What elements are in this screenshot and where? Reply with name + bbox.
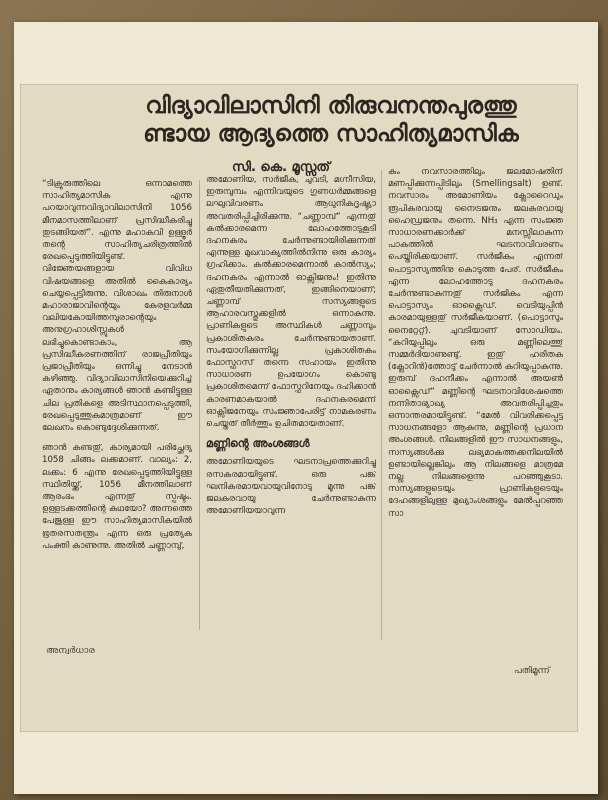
author-byline: സി. കെ. മൂസ്സത് <box>232 160 330 175</box>
col1-paragraph-1: “ടിക്രുരുത്തിലെ ഒന്നാമത്തെ സാഹിത്യമാസിക എന്നു പറയാവുന്നവിദ്യാവിലാസിനി 1056 മീനമാസത്തിലാണ് പ്രസിദ്ധീകരിച്ചു തുടങ്ങിയത്”. എന്നു മഹാകവി ഉള്ളൂർ തന്റെ സാഹിത്യചരിത്രത്തിൽ രേഖപ്പെടുത്തിയിട്ടുണ്ട്. വിജ്ഞേയങ്ങളായ വിവിധ വിഷയങ്ങളെ അതിൽ കൈകാര്യം ചെയ്യപ്പെട്ടിരുന്നു. വിശാഖം തിരുനാൾ മഹാരാജാവിന്റെയും കേരളവർമ്മ വലിയകോയിത്തമ്പുരാന്റെയും അനുഗ്രഹാശിസ്സുകൾ ലഭിച്ചുകൊണ്ടാകാം, ആ പ്രസിദ്ധീകരണത്തിന് രാജപ്രീതിയും പ്രജാപ്രീതിയും ഒന്നിച്ചു നേടാൻ കഴിഞ്ഞു. വിദ്യാവിലാസിനിയെക്കുറിച്ച് ഏതാനും കാര്യങ്ങൾ ഞാൻ കണ്ടിട്ടുള്ള ചില പ്രതികളെ അടിസ്ഥാനപ്പെടുത്തി, രേഖപ്പെടുത്തുകമാത്രമാണ് ഈ ലേഖനം കൊണ്ടുദ്ദേശിക്കുന്നത്. <box>42 179 192 434</box>
column-divider-1 <box>199 180 200 630</box>
column-divider-2 <box>381 170 382 640</box>
article-title <box>86 92 576 148</box>
col2-paragraph-2: അമോണിയയുടെ ഘടനാപ്രത്തെക്കുറിച്ചു രസകരമായിട്ടുണ്ട്. ഒരു പങ്ക് ഘനികരമായവായുവിനോടു മൂന്നു പങ്ക് ജലകരവായു ചേർന്നുണ്ടാകുന്ന അമോണിയയാവുന്ന <box>206 457 376 517</box>
title-line-2: ണ്ടായ ആദ്യത്തെ സാഹിത്യമാസിക <box>143 121 519 147</box>
col3-paragraph-1: കം നവസാരത്തിലും ജലമോഷതിന് മണപ്പിക്കുന്നപ്പിടിലും (Smellingsalt) ഉണ്ട്. നവസാരം അമോണിയം ക്ലോറൈഡും രൂപികരവായു നൈട്രജനും ജലകരവായു ഹൈഡ്രജനും തന്നെ. NH₃ എന്ന സംജ്ഞ സാധാരണക്കാർക്ക് മനസ്സിലാകുന്ന പാകത്തിൽ ഘടനാവിവരണം പെയ്തിരിക്കയാണ്. സർജീകം എന്നത് പൊട്ടാസ്യത്തിനു കൊടുത്ത പേര്. സർജീകം എന്ന ലോഹത്തോടു ദഹനകരം ചേർന്നുണ്ടാകുന്നതു് സർജികം എന്ന പൊട്ടാസ്യം ഓക്സൈഡ്. വെടിയുപ്പിൻ കാരമായുള്ളതു് സർജീകയാണ്. (പൊട്ടാസും നൈറ്റേറ്റ്). ചുവടിയാണ് സോഡിയം. “കറിയുപ്പിലും ഒരു മണ്ണിലെത്തു് സമ്മർദിയാണുണ്ടു്. ഇതു് ഹരിതക (ക്ലോറിൻ)ത്തോടു് ചേർന്നാൽ കറിയുപ്പാകുന്നു. ഇരുമ്പ് ദഹനീക്കം എന്നാൽ അയൺ ഓക്സൈഡ്” മണ്ണിന്റെ ഘടനാവിശേഷത്തെ നന്നിതാഭ്യാഖ്യ അവതരിപ്പിച്ചതും ഒന്നാന്തരമായിട്ടുണ്ട്. “മേൽ വിവരിക്കപ്പെട്ട സാധനങ്ങളോ ആകുന്നു, മണ്ണിന്റെ പ്രധാന അംശങ്ങൾ. നിലങ്ങളിൽ ഈ സാധനങ്ങളും, സസ്യങ്ങൾക്കു ലഭ്യമാകത്തക്കനിലയിൽ ഉണ്ടായില്ലെങ്കിലും ആ നിലങ്ങളെ മാത്രമേ നല്ല നിലങ്ങളെന്നു പറഞ്ഞുകൂടാ. സസ്യങ്ങളുടെയും പ്രാണികളുടെയും ദേഹങ്ങളിലുള്ള മുഖ്യാംശങ്ങളും മേൽപ്പറഞ്ഞ സാ <box>388 167 563 519</box>
col1-paragraph-2: ഞാൻ കണ്ടതു്, കാര്യമായി പരിച്ഛേദ്യ 1058 ചിങ്ങം ലക്കമാണ്. വാല്യം: 2, ലക്കം: 6 എന്നു രേഖപ്പെടുത്തിയിട്ടുള്ള സ്ഥിതിയ്ക്കു്, 1056 മീനത്തിലാണ് ആരംഭം എന്നതു് സ്പഷ്ടം. ഉള്ളടക്കത്തിന്റെ കഥയോ? അന്നത്തെ പേജുള്ള ഈ സാഹിത്യമാസികയിൽ ഭൂതരസതന്ത്രം എന്ന ഒരു പ്രത്യേക പംക്തി കാണുന്നു. അതിൽ ചണ്ണാമ്പു്, <box>42 443 192 551</box>
page-number-label: പതിമൂന്ന് <box>514 666 550 676</box>
title-line-1: വിദ്യാവിലാസിനി തിരുവനന്തപുരത്തു <box>145 93 517 119</box>
column-1 <box>42 178 192 632</box>
section-subheading: മണ്ണിന്റെ അംശങ്ങൾ <box>206 437 310 451</box>
column-2 <box>206 174 376 648</box>
column-3 <box>388 166 563 648</box>
footer-signature: അന്വർധാര <box>46 646 95 656</box>
col2-paragraph-1: അമോണിയ, സർജീക, ചുവടി, മഗ്നീസിയ, ഇരുമ്പുമ്പം എന്നിവയുടെ ഗുണധർമ്മങ്ങളെ ലഘുവിവരണം ആധുനികദൃഷ്ട്യാ അവതരിപ്പിച്ചിരിക്കുന്നു. “ചണ്ണാമ്പ്” എന്നതു് കൽക്കാരമെന്ന ലോഹത്തോടുകൂടി ദഹനകരം ചേർന്നുണ്ടായിരിക്കുന്നത് എന്നുള്ള മുഖവാക്യത്തിൽനിന്നു ഒരു കാര്യം ഗ്രഹിക്കാം. കൽക്കാരമെന്നാൽ കാൽസ്യം; ദഹനകരം എന്നാൽ ഓക്സിജനും! ഇതിന്നു ഏതുതീയതിക്കുന്നത്, ഇങ്ങിനെയാണ്; ചണ്ണാമ്പ് സസ്യങ്ങളുടെ ആഹാരവസ്തുക്കളിൽ ഒന്നാകുന്നു. പ്രാണികളുടെ അസ്ഥികൾ ചണ്ണാമ്പും പ്രകാശിതകരം ചേർന്നുണ്ടായതാണ്. സംയോഗിക്കുന്നില്ല പ്രകാശിതകം ഫോസ്ഫറസ് തന്നെ സഹായം ഇതിന്നു സാധാരണ ഉപയോഗം കൊണ്ടു പ്രകാശിതമെന്ന് ഫോസ്ഫറിനേയും ദഹിക്കാൻ കാരണമാകയാൽ ദഹനകരമെന്ന് ഓക്സിജനേയും സംജ്ഞാപേരിട്ട് നാമകരണം ചെയ്തത് തീർത്തും ഉചിതമായതാണ്. <box>206 175 376 430</box>
